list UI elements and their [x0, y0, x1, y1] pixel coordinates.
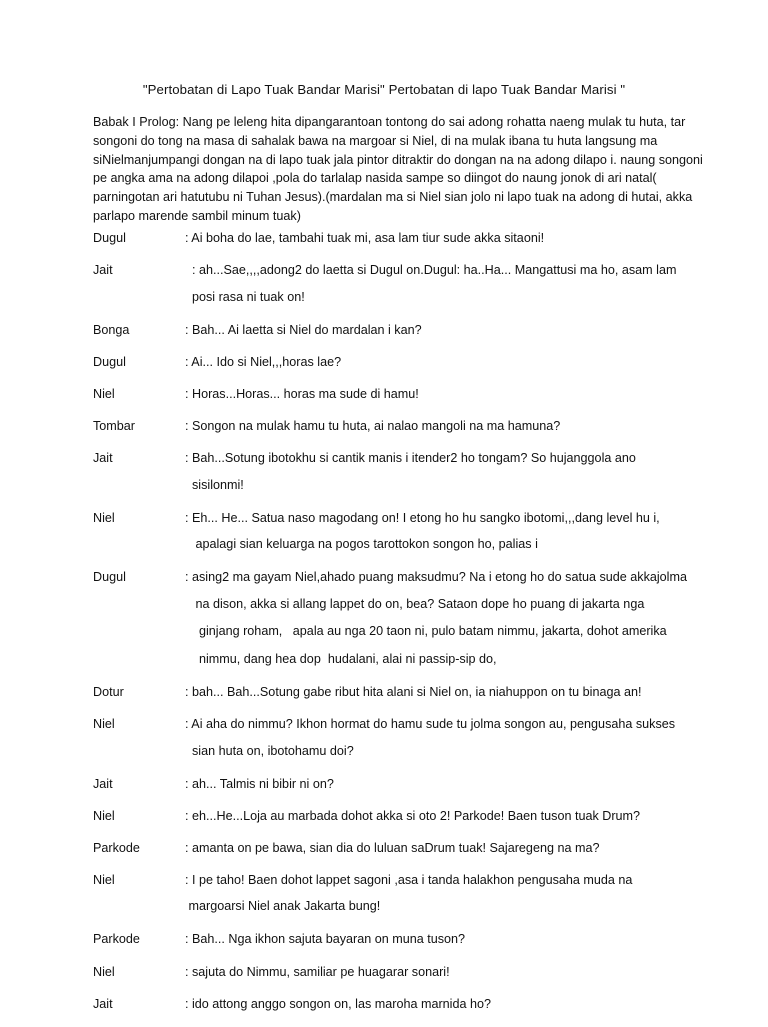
prolog-paragraph: Babak I Prolog: Nang pe leleng hita dipangarantoan tontong do sai adong rohatta naeng mulak tu huta, tar songoni do tong na masa di sahalak bawa na margoar si Niel, di na mulak ibana tu huta langsung ma siNielmanjumpangi dongan na di lapo tuak jala pintor ditraktir do dongan na na adong dilapo i. naung songoni pe angka ama na adong dilapoi ,pola do tarlalap nasida sampe so diingot do naung jonok di ari natal( parningotan ari hatutubu ni Tuhan Jesus).(mardalan ma si Niel sian jolo ni lapo tuak na adong di hutai, akka parlapo marende sambil minum tuak): [93, 115, 703, 223]
speech-line: : ido attong anggo songon on, las maroha marnida ho?: [185, 996, 491, 1011]
speaker-name: Jait: [93, 776, 113, 791]
speaker-name: Jait: [93, 451, 113, 466]
dialogue-line: [93, 995, 713, 1018]
speech-line: : Songon na mulak hamu tu huta, ai nalao mangoli na ma hamuna?: [185, 418, 561, 433]
speaker-name: Dugul: [93, 231, 126, 245]
speech-text: [185, 509, 713, 559]
speech-text: [185, 715, 713, 765]
speech-text: [185, 963, 713, 986]
dialogue-line: [93, 321, 713, 344]
speaker-name: Parkode: [93, 840, 140, 855]
speech-text: [185, 261, 713, 311]
dialogue-line: [93, 385, 713, 408]
speech-line: : eh...He...Loja au marbada dohot akka si oto 2! Parkode! Baen tuson tuak Drum?: [185, 808, 641, 823]
speech-line: : ah...Sae,,,,adong2 do laetta si Dugul on.Dugul: ha..Ha... Mangattusi ma ho, asam lam: [185, 263, 677, 278]
speech-text: [185, 930, 713, 953]
speech-line: apalagi sian keluarga na pogos tarottokon songon ho, palias i: [185, 537, 538, 552]
dialogue-line: [93, 449, 713, 499]
speech-text: [185, 839, 713, 862]
speech-line: ginjang roham, apala au nga 20 taon ni, pulo batam nimmu, jakarta, dohot amerika: [185, 624, 667, 639]
speech-line: na dison, akka si allang lappet do on, bea? Sataon dope ho puang di jakarta nga: [185, 596, 645, 611]
dialogue-line: [93, 509, 713, 559]
document-title: "Pertobatan di Lapo Tuak Bandar Marisi" Pertobatan di lapo Tuak Bandar Marisi ": [142, 82, 626, 97]
speech-text: [185, 995, 713, 1018]
speaker-name: Niel: [93, 386, 115, 401]
speech-text: [185, 683, 713, 706]
speech-text: [185, 229, 713, 252]
speech-text: [185, 417, 713, 440]
dialogue-line: [93, 568, 713, 673]
speech-text: [185, 807, 713, 830]
dialogue-line: [93, 683, 713, 706]
dialogue-list: [93, 229, 713, 1027]
dialogue-line: [93, 807, 713, 830]
speech-line: : Bah...Sotung ibotokhu si cantik manis i itender2 ho tongam? So hujanggola ano: [185, 451, 636, 466]
speaker-name: Parkode: [93, 932, 140, 947]
speaker-name: Jait: [93, 996, 113, 1011]
speech-line: : Bah... Ai laetta si Niel do mardalan i kan?: [185, 322, 422, 337]
speech-text: [185, 568, 713, 673]
speaker-name: Niel: [93, 808, 115, 823]
dialogue-line: [93, 353, 713, 376]
speech-line: : bah... Bah...Sotung gabe ribut hita alani si Niel on, ia niahuppon on tu binaga an!: [185, 684, 642, 699]
speech-line: : Ai aha do nimmu? Ikhon hormat do hamu sude tu jolma songon au, pengusaha sukses: [185, 716, 676, 731]
speech-line: : I pe taho! Baen dohot lappet sagoni ,asa i tanda halakhon pengusaha muda na: [185, 872, 633, 887]
dialogue-line: [93, 871, 713, 921]
speech-text: [185, 775, 713, 798]
speech-line: nimmu, dang hea dop hudalani, alai ni passip-sip do,: [185, 651, 497, 666]
dialogue-line: [93, 715, 713, 765]
speech-line: : ah... Talmis ni bibir ni on?: [185, 776, 334, 791]
dialogue-line: [93, 775, 713, 798]
speech-line: : amanta on pe bawa, sian dia do luluan saDrum tuak! Sajaregeng na ma?: [185, 840, 600, 855]
speech-line: posi rasa ni tuak on!: [185, 289, 305, 304]
dialogue-line: [93, 229, 713, 252]
speech-line: : asing2 ma gayam Niel,ahado puang maksudmu? Na i etong ho do satua sude akkajolma: [185, 570, 687, 585]
speech-line: sisilonmi!: [185, 477, 244, 492]
speaker-name: Dugul: [93, 354, 126, 369]
speech-line: : Ai boha do lae, tambahi tuak mi, asa lam tiur sude akka sitaoni!: [185, 231, 545, 245]
speech-text: [185, 353, 713, 376]
dialogue-line: [93, 930, 713, 953]
speech-line: sian huta on, ibotohamu doi?: [185, 743, 354, 758]
speech-line: : Ai... Ido si Niel,,,horas lae?: [185, 354, 342, 369]
dialogue-line: [93, 261, 713, 311]
speaker-name: Jait: [93, 263, 113, 278]
speaker-name: Tombar: [93, 418, 135, 433]
speech-line: : Horas...Horas... horas ma sude di hamu!: [185, 386, 419, 401]
speech-text: [185, 321, 713, 344]
speaker-name: Bonga: [93, 322, 130, 337]
speaker-name: Niel: [93, 716, 115, 731]
speech-line: : sajuta do Nimmu, samiliar pe huagarar sonari!: [185, 964, 450, 979]
speaker-name: Dugul: [93, 570, 126, 585]
speaker-name: Dotur: [93, 684, 124, 699]
speaker-name: Niel: [93, 872, 115, 887]
speech-text: [185, 449, 713, 499]
dialogue-line: [93, 417, 713, 440]
speaker-name: Niel: [93, 964, 115, 979]
speech-text: [185, 871, 713, 921]
dialogue-line: [93, 839, 713, 862]
speech-text: [185, 385, 713, 408]
speech-line: margoarsi Niel anak Jakarta bung!: [185, 899, 381, 914]
dialogue-line: [93, 963, 713, 986]
speech-line: : Bah... Nga ikhon sajuta bayaran on muna tuson?: [185, 932, 466, 947]
speech-line: : Eh... He... Satua naso magodang on! I etong ho hu sangko ibotomi,,,dang level hu i,: [185, 510, 660, 525]
speaker-name: Niel: [93, 510, 115, 525]
